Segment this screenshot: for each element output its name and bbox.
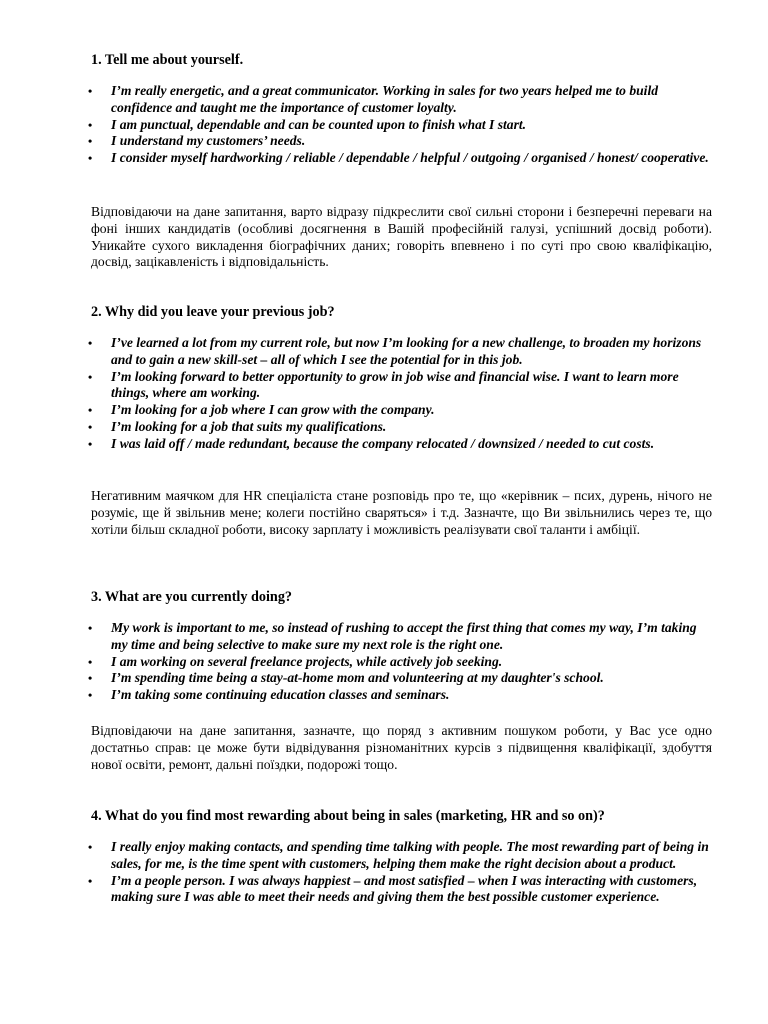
answer-item: • I understand my customers’ needs. xyxy=(91,133,712,150)
answer-item: • I’m taking some continuing education classes and seminars. xyxy=(91,687,712,704)
answer-item: • I really enjoy making contacts, and spending time talking with people. The most rewarding part of being in sales, for me, is the time spent with customers, helping them make the right decision about a product. xyxy=(91,839,712,873)
answer-list xyxy=(91,83,712,167)
answer-item: • I consider myself hardworking / reliable / dependable / helpful / outgoing / organised / honest/ cooperative. xyxy=(91,150,712,167)
advice-1 xyxy=(91,204,712,271)
question-heading: 2. Why did you leave your previous job? xyxy=(91,304,335,320)
answer-item: • I am punctual, dependable and can be counted upon to finish what I start. xyxy=(91,117,712,134)
answer-item: • I’m spending time being a stay-at-home mom and volunteering at my daughter's school. xyxy=(91,670,712,687)
advice-paragraph: Відповідаючи на дане запитання, зазначте, що поряд з активним пошуком роботи, у Вас усе одно достатньо справ: це може бути відвідування різноманітних курсів з підвищення кваліфікації, здобуття нової освіти, ремонт, дальні поїздки, подорожі тощо. xyxy=(91,723,712,772)
question-2 xyxy=(91,304,712,453)
answer-item: • I’m a people person. I was always happiest – and most satisfied – when I was interacting with customers, making sure I was able to meet their needs and giving them the best possible customer experience. xyxy=(91,873,712,907)
answer-item: • I’m looking forward to better opportunity to grow in job wise and financial wise. I want to learn more things, where am working. xyxy=(91,369,712,403)
answer-item: • I’ve learned a lot from my current role, but now I’m looking for a new challenge, to broaden my horizons and to gain a new skill-set – all of which I see the potential for in this job. xyxy=(91,335,712,369)
answer-item: • I was laid off / made redundant, because the company relocated / downsized / needed to cut costs. xyxy=(91,436,712,453)
question-1 xyxy=(91,52,712,167)
answer-item: • I’m looking for a job that suits my qualifications. xyxy=(91,419,712,436)
advice-2 xyxy=(91,488,712,538)
answer-list xyxy=(91,335,712,453)
answer-item: • I’m really energetic, and a great communicator. Working in sales for two years helped me to build confidence and taught me the importance of customer loyalty. xyxy=(91,83,712,117)
answer-item: • I am working on several freelance projects, while actively job seeking. xyxy=(91,654,712,671)
question-4 xyxy=(91,808,712,906)
answer-list xyxy=(91,620,712,704)
advice-paragraph: Відповідаючи на дане запитання, варто відразу підкреслити свої сильні сторони і безперечні переваги на фоні інших кандидатів (особливі досягнення в Вашій професійній галузі, успішний досвід роботи). Уникайте сухого викладення біографічних даних; говоріть впевнено і по суті про свою кваліфікацію, досвід, зацікавленість і відповідальність. xyxy=(91,204,712,270)
answer-item: • My work is important to me, so instead of rushing to accept the first thing that comes my way, I’m taking my time and being selective to make sure my next role is the right one. xyxy=(91,620,712,654)
advice-paragraph: Негативним маячком для HR спеціаліста стане розповідь про те, що «керівник – псих, дурень, нічого не розуміє, ще й звільнив мене; колеги постійно сваряться» і т.д. Зазначте, що Ви звільнились через те, що хотіли більш складної роботи, високу зарплату і можливість реалізувати свої таланти і амбіції. xyxy=(91,488,712,537)
answer-list xyxy=(91,839,712,906)
answer-item: • I’m looking for a job where I can grow with the company. xyxy=(91,402,712,419)
question-heading: 3. What are you currently doing? xyxy=(91,589,293,605)
question-3 xyxy=(91,589,712,704)
question-heading: 1. Tell me about yourself. xyxy=(91,52,244,68)
question-heading: 4. What do you find most rewarding about being in sales (marketing, HR and so on)? xyxy=(91,808,605,824)
advice-3 xyxy=(91,723,712,773)
